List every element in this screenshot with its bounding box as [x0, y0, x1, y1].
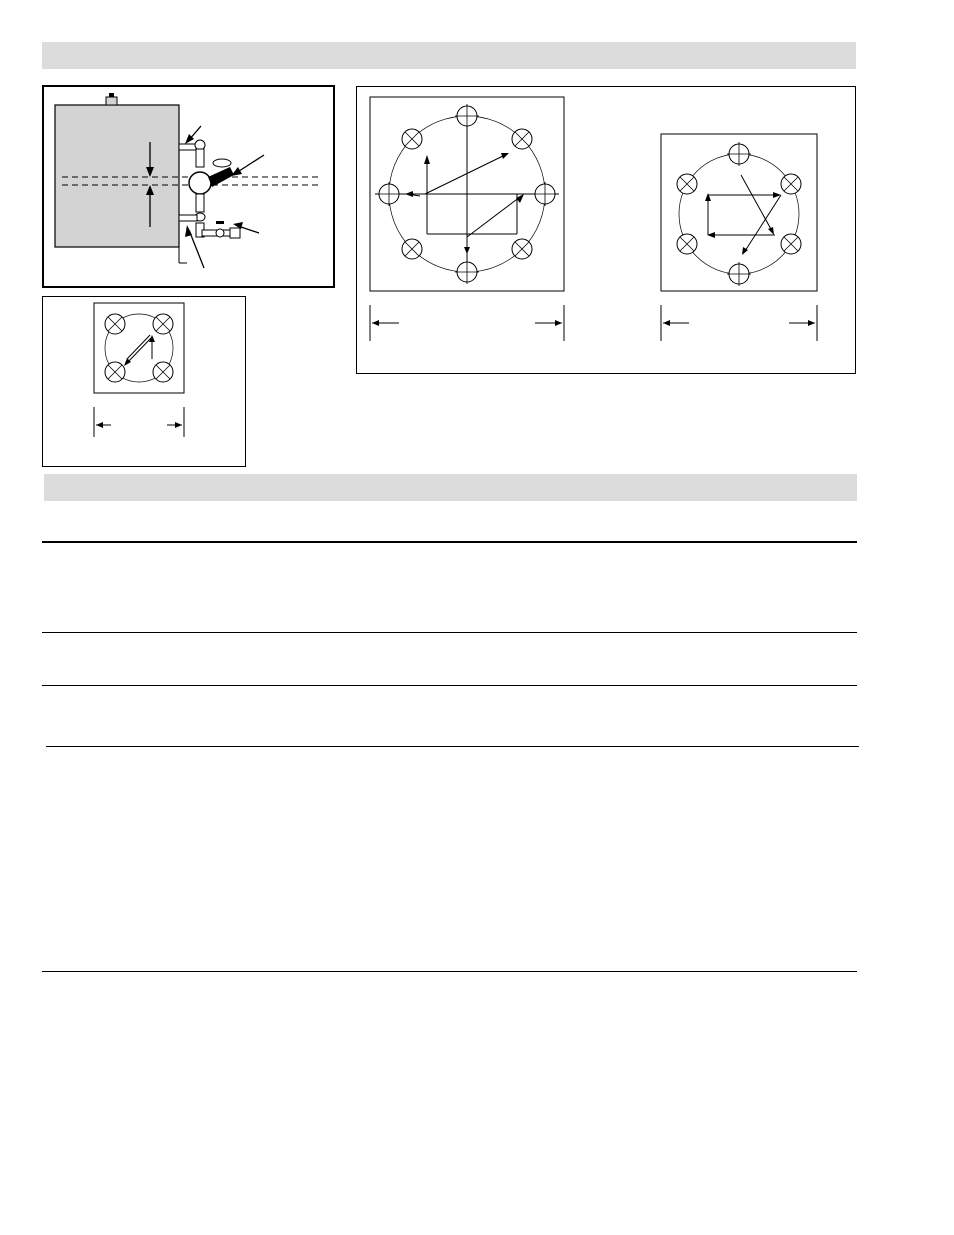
- drain-valve: [216, 229, 224, 237]
- flange-6-dimension: [661, 305, 817, 341]
- bolt-hole-6-upper-right: [781, 174, 801, 194]
- tank-gauge-drawing: [44, 87, 337, 290]
- tank-gauge-figure: [42, 85, 335, 288]
- bolt-hole-6-upper-left: [677, 174, 697, 194]
- flange-4-bolt-drawing: [43, 297, 247, 468]
- table-rule-1: [42, 632, 857, 633]
- bolt-hole-top-left: [402, 129, 422, 149]
- leader-gauge: [236, 155, 264, 173]
- flange-4-plate: [94, 303, 184, 393]
- flange-4-bolt-figure: [42, 296, 246, 467]
- drain-cap: [230, 228, 240, 238]
- bolt-hole-2: [153, 314, 173, 334]
- bolt-hole-bottom-right: [512, 239, 532, 259]
- leader-gauge-head: [231, 167, 242, 176]
- tank-vent-cap: [109, 93, 114, 97]
- gauge-chamber: [189, 172, 211, 194]
- gauge-fitting: [208, 167, 234, 187]
- lower-connection-pipe: [179, 215, 197, 221]
- flange-4-dimension: [94, 407, 184, 437]
- table-rule-2: [42, 685, 857, 686]
- tank-vent-nozzle: [106, 97, 117, 105]
- section-heading-band-2: [44, 474, 857, 501]
- section-heading-2: [44, 474, 857, 486]
- bolt-hole-bottom-left: [402, 239, 422, 259]
- section-heading-1: [42, 42, 856, 54]
- flange-8-6-bolt-drawing: [357, 87, 857, 375]
- table-rule-3: [46, 746, 859, 747]
- section-heading-band-1: [42, 42, 856, 69]
- upper-sight-tube: [196, 149, 204, 167]
- table-rule-top: [42, 541, 857, 543]
- bolt-hole-1: [105, 314, 125, 334]
- tank-body: [55, 105, 179, 247]
- flange-8-dimension: [370, 305, 564, 341]
- lower-sight-tube: [196, 194, 204, 212]
- flange-8-6-bolt-figure: [356, 86, 856, 374]
- leader-lower-connection-head: [185, 225, 192, 237]
- table-rule-bottom: [42, 971, 857, 972]
- drain-valve-handle: [216, 221, 224, 224]
- bolt-hole-6-lower-right: [781, 234, 801, 254]
- bolt-hole-6-lower-left: [677, 234, 697, 254]
- bolt-hole-4: [153, 362, 173, 382]
- gauge-handle: [213, 159, 231, 167]
- bolt-hole-3: [105, 362, 125, 382]
- bolt-hole-top-right: [512, 129, 532, 149]
